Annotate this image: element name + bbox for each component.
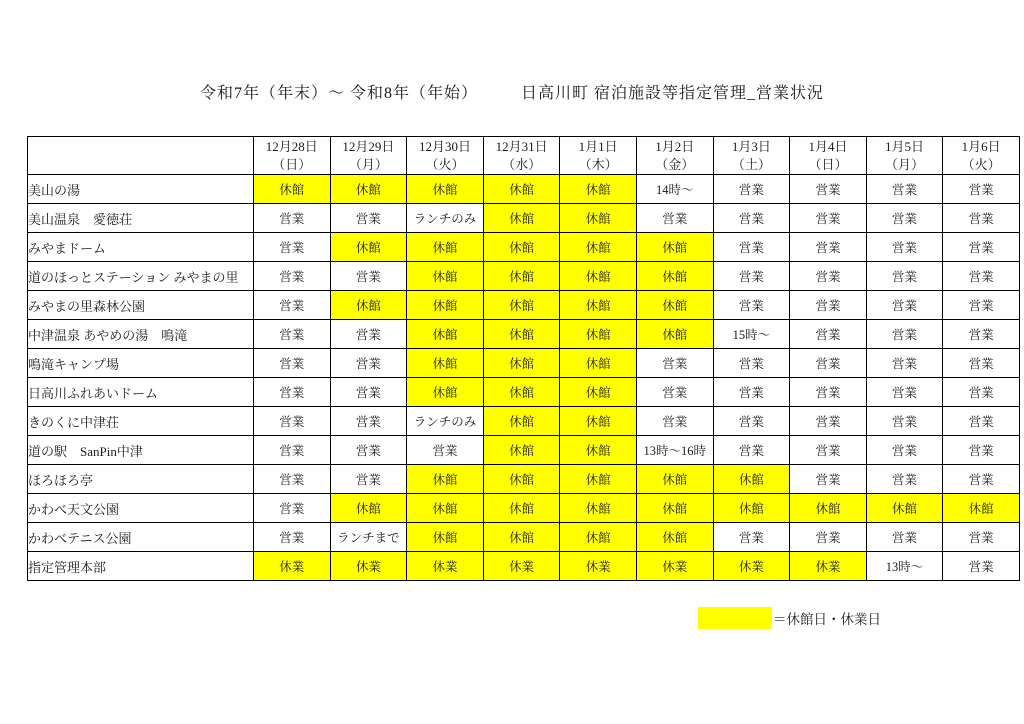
status-cell: 営業 <box>790 175 867 204</box>
schedule-table <box>27 136 1020 581</box>
status-cell: 営業 <box>254 349 331 378</box>
status-cell-closed: 休業 <box>790 552 867 581</box>
facility-name: 道のほっとステーション みやまの里 <box>28 262 254 291</box>
status-cell-closed: 休館 <box>330 175 407 204</box>
facility-name: 鳴滝キャンプ場 <box>28 349 254 378</box>
table-row <box>28 320 1020 349</box>
status-cell-closed: 休館 <box>943 494 1020 523</box>
column-header-date: 12月29日 <box>342 138 395 154</box>
status-cell-closed: 休館 <box>560 233 637 262</box>
status-cell: 営業 <box>254 436 331 465</box>
column-header-date: 1月4日 <box>808 138 848 154</box>
status-cell: 営業 <box>713 436 790 465</box>
status-cell: 営業 <box>254 378 331 407</box>
status-cell: 営業 <box>790 436 867 465</box>
status-cell-closed: 休業 <box>407 552 484 581</box>
status-cell: 営業 <box>866 320 943 349</box>
facility-name: かわべテニス公園 <box>28 523 254 552</box>
status-cell: 営業 <box>943 465 1020 494</box>
status-cell-closed: 休館 <box>560 320 637 349</box>
status-cell: 13時～ <box>866 552 943 581</box>
status-cell-closed: 休館 <box>636 320 713 349</box>
status-cell-closed: 休館 <box>407 378 484 407</box>
status-cell-closed: 休館 <box>483 291 560 320</box>
table-row <box>28 407 1020 436</box>
status-cell: 営業 <box>330 436 407 465</box>
facility-name: 道の駅 SanPin中津 <box>28 436 254 465</box>
page-title <box>0 80 1024 103</box>
column-header-date: 1月5日 <box>885 138 925 154</box>
table-row <box>28 523 1020 552</box>
status-cell-closed: 休館 <box>407 465 484 494</box>
status-cell-closed: 休館 <box>636 494 713 523</box>
status-cell-closed: 休館 <box>330 233 407 262</box>
status-cell: 営業 <box>713 349 790 378</box>
column-header-date: 1月2日 <box>655 138 695 154</box>
status-cell: 営業 <box>330 465 407 494</box>
status-cell-closed: 休館 <box>407 175 484 204</box>
column-header-day: （水） <box>502 156 542 172</box>
status-cell: 営業 <box>790 378 867 407</box>
status-cell: 営業 <box>943 552 1020 581</box>
column-header <box>943 137 1020 175</box>
status-cell-closed: 休館 <box>483 320 560 349</box>
column-header <box>254 137 331 175</box>
column-header-day: （土） <box>731 156 771 172</box>
column-header-day: （日） <box>272 156 312 172</box>
status-cell-closed: 休館 <box>636 523 713 552</box>
column-header <box>790 137 867 175</box>
status-cell-closed: 休館 <box>483 407 560 436</box>
column-header-day: （日） <box>808 156 848 172</box>
facility-name: 中津温泉 あやめの湯 鳴滝 <box>28 320 254 349</box>
table-row <box>28 465 1020 494</box>
status-cell-closed: 休館 <box>560 291 637 320</box>
column-header-day: （金） <box>655 156 695 172</box>
status-cell: 営業 <box>866 407 943 436</box>
table-row <box>28 291 1020 320</box>
status-cell: 営業 <box>866 262 943 291</box>
status-cell-closed: 休館 <box>483 436 560 465</box>
status-cell-closed: 休業 <box>483 552 560 581</box>
status-cell: 営業 <box>254 523 331 552</box>
table-row <box>28 349 1020 378</box>
status-cell: 営業 <box>713 233 790 262</box>
status-cell-closed: 休館 <box>636 233 713 262</box>
table-row <box>28 494 1020 523</box>
status-cell: 営業 <box>713 523 790 552</box>
status-cell-closed: 休業 <box>713 552 790 581</box>
status-cell-closed: 休館 <box>483 233 560 262</box>
status-cell: 営業 <box>943 349 1020 378</box>
status-cell-closed: 休業 <box>560 552 637 581</box>
status-cell: ランチまで <box>330 523 407 552</box>
status-cell-closed: 休館 <box>560 465 637 494</box>
status-cell-closed: 休館 <box>560 407 637 436</box>
header-row <box>28 137 1020 175</box>
column-header-day: （火） <box>425 156 465 172</box>
status-cell: 営業 <box>254 233 331 262</box>
status-cell: 営業 <box>866 291 943 320</box>
status-cell-closed: 休館 <box>483 523 560 552</box>
table-row <box>28 204 1020 233</box>
status-cell: 営業 <box>713 204 790 233</box>
title-period: 令和7年（年末）～ 令和8年（年始） <box>199 85 478 102</box>
status-cell: 営業 <box>790 291 867 320</box>
status-cell: 営業 <box>790 523 867 552</box>
status-cell: 営業 <box>254 204 331 233</box>
status-cell-closed: 休館 <box>407 233 484 262</box>
status-cell-closed: 休館 <box>330 291 407 320</box>
corner-cell <box>28 137 254 175</box>
column-header-date: 1月3日 <box>731 138 771 154</box>
status-cell: 営業 <box>943 291 1020 320</box>
table-row <box>28 262 1020 291</box>
status-cell: 14時～ <box>636 175 713 204</box>
status-cell-closed: 休館 <box>560 523 637 552</box>
column-header-day: （月） <box>348 156 388 172</box>
table-row <box>28 175 1020 204</box>
status-cell: 営業 <box>866 204 943 233</box>
status-cell: 営業 <box>254 320 331 349</box>
status-cell-closed: 休館 <box>483 262 560 291</box>
status-cell-closed: 休館 <box>560 378 637 407</box>
status-cell-closed: 休館 <box>407 349 484 378</box>
status-cell-closed: 休館 <box>483 349 560 378</box>
status-cell: 営業 <box>790 320 867 349</box>
status-cell: 営業 <box>254 465 331 494</box>
status-cell: 営業 <box>330 407 407 436</box>
status-cell: 15時～ <box>713 320 790 349</box>
status-cell-closed: 休館 <box>560 494 637 523</box>
status-cell: 営業 <box>254 291 331 320</box>
table-row <box>28 378 1020 407</box>
column-header-day: （月） <box>885 156 925 172</box>
status-cell-closed: 休館 <box>560 436 637 465</box>
status-cell-closed: 休館 <box>407 320 484 349</box>
column-header <box>483 137 560 175</box>
status-cell: 営業 <box>636 378 713 407</box>
column-header <box>866 137 943 175</box>
status-cell-closed: 休館 <box>330 494 407 523</box>
status-cell: 13時～16時 <box>636 436 713 465</box>
status-cell: ランチのみ <box>407 204 484 233</box>
status-cell: 営業 <box>254 407 331 436</box>
status-cell-closed: 休業 <box>254 552 331 581</box>
status-cell: 営業 <box>943 436 1020 465</box>
status-cell: 営業 <box>636 349 713 378</box>
column-header <box>636 137 713 175</box>
status-cell-closed: 休業 <box>330 552 407 581</box>
status-cell: 営業 <box>943 320 1020 349</box>
status-cell: 営業 <box>713 378 790 407</box>
facility-name: 指定管理本部 <box>28 552 254 581</box>
facility-name: みやまの里森林公園 <box>28 291 254 320</box>
status-cell: 営業 <box>943 262 1020 291</box>
column-header-day: （火） <box>961 156 1001 172</box>
status-cell-closed: 休館 <box>407 494 484 523</box>
status-cell: 営業 <box>713 175 790 204</box>
status-cell: 営業 <box>254 262 331 291</box>
status-cell: 営業 <box>254 494 331 523</box>
status-cell: 営業 <box>943 233 1020 262</box>
status-cell: 営業 <box>790 349 867 378</box>
status-cell-closed: 休館 <box>407 523 484 552</box>
column-header <box>713 137 790 175</box>
facility-name: 美山温泉 愛徳荘 <box>28 204 254 233</box>
status-cell-closed: 休館 <box>713 465 790 494</box>
legend-label: ＝休館日・休業日 <box>773 612 881 627</box>
status-cell: 営業 <box>790 233 867 262</box>
column-header-date: 1月6日 <box>961 138 1001 154</box>
status-cell-closed: 休館 <box>407 291 484 320</box>
status-cell: 営業 <box>330 320 407 349</box>
status-cell: 営業 <box>866 465 943 494</box>
status-cell-closed: 休館 <box>790 494 867 523</box>
status-cell: 営業 <box>866 175 943 204</box>
status-cell-closed: 休館 <box>254 175 331 204</box>
status-cell: 営業 <box>713 291 790 320</box>
status-cell: 営業 <box>943 523 1020 552</box>
status-cell-closed: 休館 <box>483 465 560 494</box>
closed-day-swatch <box>698 607 772 629</box>
status-cell-closed: 休館 <box>560 204 637 233</box>
status-cell: 営業 <box>790 407 867 436</box>
status-cell-closed: 休館 <box>560 175 637 204</box>
status-cell-closed: 休館 <box>483 204 560 233</box>
table-row <box>28 233 1020 262</box>
column-header-date: 12月30日 <box>418 138 471 154</box>
status-cell: 営業 <box>636 407 713 436</box>
status-cell: 営業 <box>713 407 790 436</box>
status-cell: 営業 <box>790 204 867 233</box>
table-row <box>28 552 1020 581</box>
status-cell: 営業 <box>943 378 1020 407</box>
status-cell-closed: 休館 <box>636 291 713 320</box>
column-header-date: 12月31日 <box>495 138 548 154</box>
status-cell-closed: 休館 <box>483 175 560 204</box>
status-cell: 営業 <box>790 262 867 291</box>
column-header-day: （木） <box>578 156 618 172</box>
status-cell: ランチのみ <box>407 407 484 436</box>
status-cell-closed: 休館 <box>407 262 484 291</box>
legend <box>698 606 881 630</box>
facility-name: みやまドーム <box>28 233 254 262</box>
status-cell: 営業 <box>866 523 943 552</box>
status-cell: 営業 <box>407 436 484 465</box>
status-cell: 営業 <box>943 204 1020 233</box>
facility-name: 日高川ふれあいドーム <box>28 378 254 407</box>
status-cell: 営業 <box>866 349 943 378</box>
status-cell: 営業 <box>713 262 790 291</box>
column-header <box>330 137 407 175</box>
status-cell: 営業 <box>866 436 943 465</box>
status-cell: 営業 <box>330 378 407 407</box>
status-cell-closed: 休館 <box>483 494 560 523</box>
facility-name: ほろほろ亭 <box>28 465 254 494</box>
status-cell: 営業 <box>943 407 1020 436</box>
status-cell-closed: 休業 <box>636 552 713 581</box>
status-cell-closed: 休館 <box>560 262 637 291</box>
status-cell: 営業 <box>866 378 943 407</box>
status-cell-closed: 休館 <box>713 494 790 523</box>
status-cell: 営業 <box>790 465 867 494</box>
facility-name: きのくに中津荘 <box>28 407 254 436</box>
status-cell: 営業 <box>866 233 943 262</box>
title-main: 日高川町 宿泊施設等指定管理_営業状況 <box>521 85 825 102</box>
status-cell: 営業 <box>636 204 713 233</box>
column-header <box>560 137 637 175</box>
column-header <box>407 137 484 175</box>
column-header-date: 1月1日 <box>578 138 618 154</box>
status-cell-closed: 休館 <box>636 262 713 291</box>
status-cell: 営業 <box>943 175 1020 204</box>
column-header-date: 12月28日 <box>265 138 318 154</box>
status-cell-closed: 休館 <box>866 494 943 523</box>
status-cell: 営業 <box>330 349 407 378</box>
status-cell-closed: 休館 <box>483 378 560 407</box>
status-cell-closed: 休館 <box>636 465 713 494</box>
facility-name: 美山の湯 <box>28 175 254 204</box>
status-cell-closed: 休館 <box>560 349 637 378</box>
facility-name: かわべ天文公園 <box>28 494 254 523</box>
status-cell: 営業 <box>330 204 407 233</box>
status-cell: 営業 <box>330 262 407 291</box>
table-row <box>28 436 1020 465</box>
